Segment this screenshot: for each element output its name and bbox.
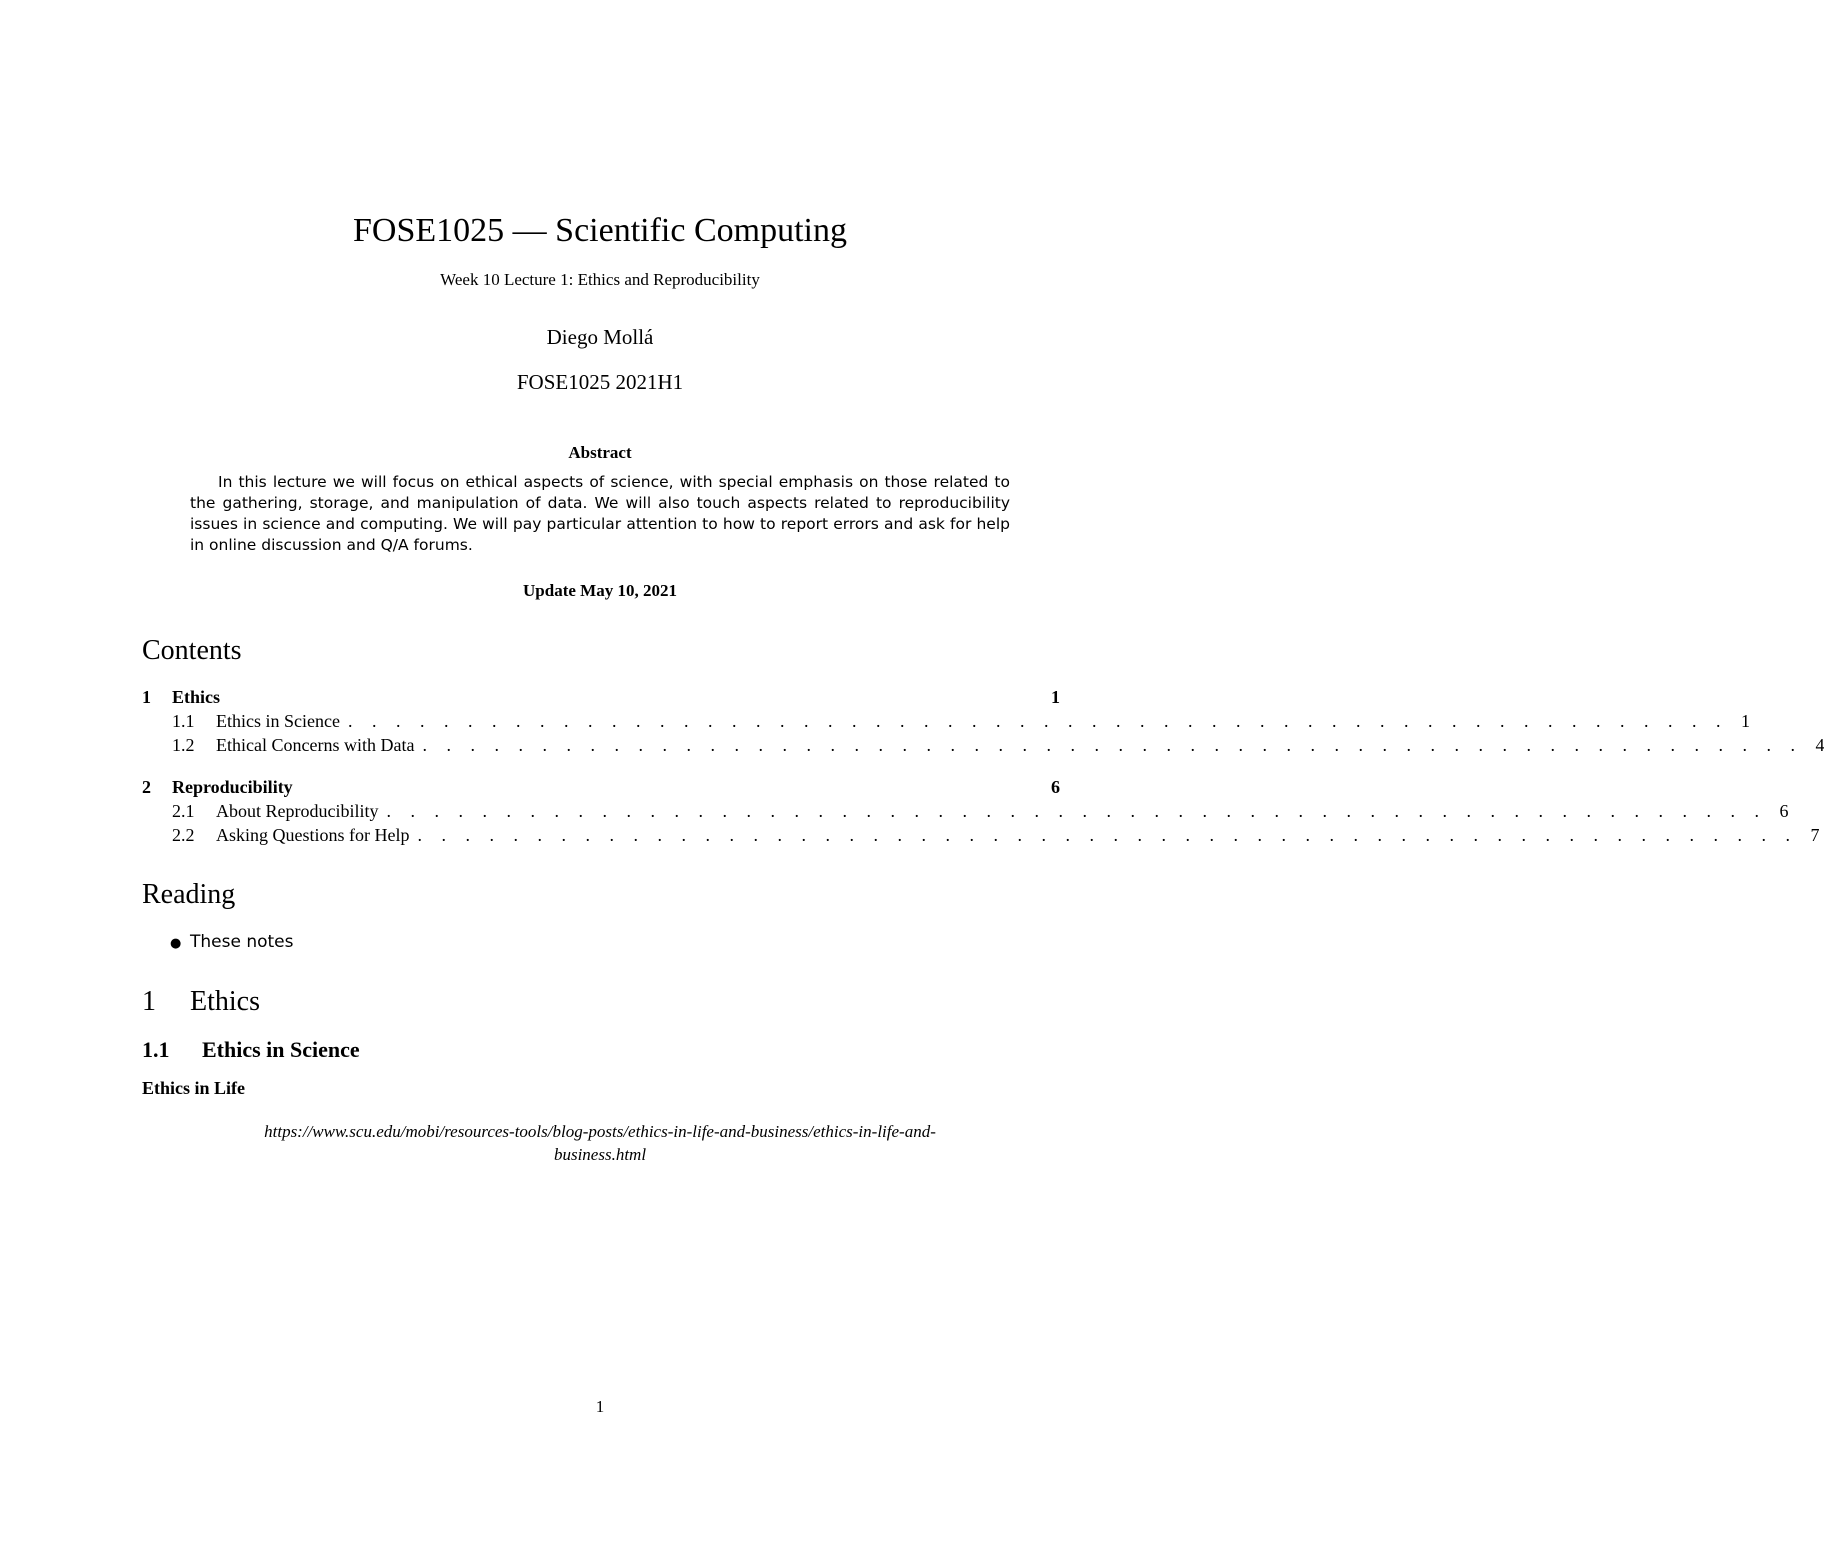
toc-entry-title: Reproducibility [172,777,293,797]
toc-entry[interactable] [142,735,1824,756]
toc-entry-number: 1.2 [172,735,195,755]
section-number: 1 [142,986,156,1017]
toc-leader-dots: . . . . . . . . . . . . . . . . . . . . . . . . . . . . . . . . . . . . . . . . . . . . . . . . . . . . . . . . . . [417,825,1798,845]
toc-entry-page: 7 [1810,825,1820,845]
reading-heading: Reading [142,879,236,910]
bullet-icon: ● [170,936,182,951]
toc-entry-number: 2 [142,777,151,797]
abstract-heading: Abstract [568,443,632,462]
update-date: Update May 10, 2021 [523,581,677,600]
toc-leader-dots: . . . . . . . . . . . . . . . . . . . . . . . . . . . . . . . . . . . . . . . . . . . . . . . . . . . . . . . . . . [386,801,1767,821]
subsection-heading [142,1037,360,1063]
toc-entry-number: 1.1 [172,711,195,731]
document-date: FOSE1025 2021H1 [516,370,684,394]
toc-entry-title: Ethical Concerns with Data [216,735,415,755]
document-title: FOSE1025 — Scientific Computing [353,212,847,249]
section-heading [142,986,260,1018]
reading-list-item-text: These notes [190,932,294,952]
toc-entry-title: About Reproducibility [216,801,379,821]
subsection-title: Ethics in Science [202,1037,360,1062]
toc-entry-number: 2.2 [172,825,195,845]
document-subtitle: Week 10 Lecture 1: Ethics and Reproducibility [440,270,760,289]
toc-entry[interactable] [142,801,1789,822]
subsection-number: 1.1 [142,1037,170,1062]
toc-leader-dots: . . . . . . . . . . . . . . . . . . . . . . . . . . . . . . . . . . . . . . . . . . . . . . . . . . . . . . . . . . [422,735,1803,755]
toc-entry-title: Asking Questions for Help [216,825,410,845]
toc-entry[interactable] [142,777,1060,798]
toc-entry[interactable] [142,711,1750,732]
toc-entry-page: 4 [1815,735,1824,755]
reference-url-line-1[interactable]: https://www.scu.edu/mobi/resources-tools/blog-posts/ethics-in-life-and-business/ethics-in-life-and- [264,1122,936,1141]
abstract-text: In this lecture we will focus on ethical aspects of science, with special emphasis on those related to the gathering, storage, and manipulation of data. We will also touch aspects related to reproducibility issues in science and computing. We will pay particular attention to how to report errors and ask for help in online discussion and Q/A forums. [190,473,1010,554]
toc-entry-page: 1 [1740,711,1750,731]
contents-heading: Contents [142,635,242,666]
toc-entry-number: 2.1 [172,801,195,821]
toc-entry[interactable] [142,825,1820,846]
toc-entry-page: 6 [1051,777,1060,797]
toc-entry-page: 6 [1779,801,1789,821]
toc-entry-number: 1 [142,687,151,707]
reference-url-line-2[interactable]: business.html [553,1145,647,1164]
document-author: Diego Mollá [546,325,654,349]
toc-entry[interactable] [142,687,1060,708]
toc-leader-dots: . . . . . . . . . . . . . . . . . . . . . . . . . . . . . . . . . . . . . . . . . . . . . . . . . . . . . . . . . . [347,711,1728,731]
reading-list-item [170,932,294,952]
page-number: 1 [595,1397,605,1416]
toc-entry-page: 1 [1051,687,1060,707]
toc-entry-title: Ethics in Science [216,711,340,731]
toc-entry-title: Ethics [172,687,221,707]
paragraph-heading: Ethics in Life [142,1078,246,1098]
section-title: Ethics [190,986,260,1017]
